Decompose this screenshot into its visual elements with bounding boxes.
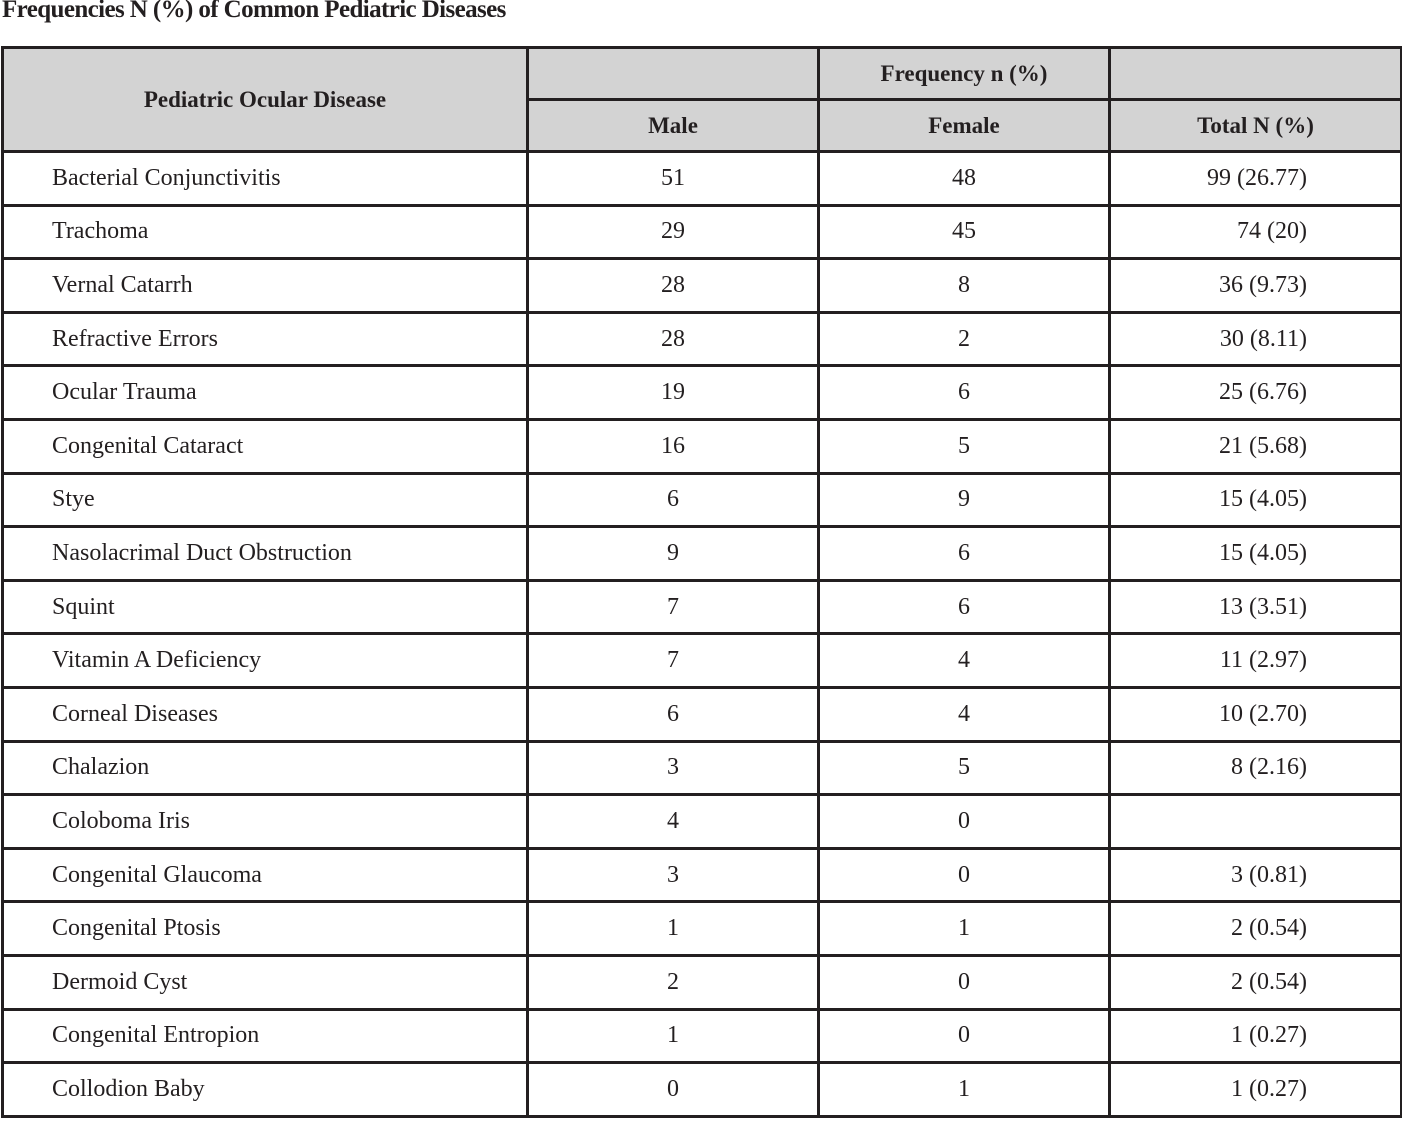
table-row — [3, 473, 1402, 527]
cell-male: 4 — [528, 795, 819, 849]
table-row — [3, 1009, 1402, 1063]
cell-total: 8 (2.16) — [1110, 741, 1402, 795]
cell-total: 1 (0.27) — [1110, 1063, 1402, 1117]
cell-female: 6 — [819, 527, 1110, 581]
cell-total: 25 (6.76) — [1110, 366, 1402, 420]
cell-female: 2 — [819, 312, 1110, 366]
cell-total: 30 (8.11) — [1110, 312, 1402, 366]
cell-disease: Congenital Ptosis — [3, 902, 528, 956]
cell-male: 9 — [528, 527, 819, 581]
cell-male: 7 — [528, 634, 819, 688]
cell-disease: Ocular Trauma — [3, 366, 528, 420]
cell-female: 4 — [819, 687, 1110, 741]
cell-total: 74 (20) — [1110, 205, 1402, 259]
table-row — [3, 634, 1402, 688]
cell-male: 6 — [528, 473, 819, 527]
cell-female: 6 — [819, 580, 1110, 634]
cell-male: 0 — [528, 1063, 819, 1117]
table-row — [3, 741, 1402, 795]
cell-total: 21 (5.68) — [1110, 419, 1402, 473]
table-row — [3, 312, 1402, 366]
table-row — [3, 848, 1402, 902]
header-row-group — [3, 48, 1402, 100]
header-disease: Pediatric Ocular Disease — [3, 48, 528, 152]
cell-total: 99 (26.77) — [1110, 152, 1402, 206]
cell-male: 16 — [528, 419, 819, 473]
cell-female: 9 — [819, 473, 1110, 527]
cell-total: 1 (0.27) — [1110, 1009, 1402, 1063]
cell-disease: Chalazion — [3, 741, 528, 795]
cell-disease: Corneal Diseases — [3, 687, 528, 741]
header-frequency-group: Frequency n (%) — [819, 48, 1110, 100]
table-row — [3, 902, 1402, 956]
cell-disease: Stye — [3, 473, 528, 527]
header-empty-left — [528, 48, 819, 100]
cell-female: 1 — [819, 1063, 1110, 1117]
cell-disease: Collodion Baby — [3, 1063, 528, 1117]
cell-male: 3 — [528, 848, 819, 902]
cell-female: 0 — [819, 848, 1110, 902]
cell-male: 7 — [528, 580, 819, 634]
cell-female: 5 — [819, 741, 1110, 795]
cell-disease: Vitamin A Deficiency — [3, 634, 528, 688]
cell-total: 2 (0.54) — [1110, 955, 1402, 1009]
table-row — [3, 955, 1402, 1009]
cell-total: 36 (9.73) — [1110, 259, 1402, 313]
header-female: Female — [819, 100, 1110, 152]
cell-male: 28 — [528, 312, 819, 366]
table-title: Frequencies N (%) of Common Pediatric Diseases — [2, 0, 506, 23]
header-empty-right — [1110, 48, 1402, 100]
header-total: Total N (%) — [1110, 100, 1402, 152]
cell-female: 0 — [819, 795, 1110, 849]
cell-disease: Trachoma — [3, 205, 528, 259]
table-row — [3, 527, 1402, 581]
cell-female: 0 — [819, 1009, 1110, 1063]
cell-female: 5 — [819, 419, 1110, 473]
cell-male: 51 — [528, 152, 819, 206]
cell-female: 45 — [819, 205, 1110, 259]
table-row — [3, 205, 1402, 259]
cell-total — [1110, 795, 1402, 849]
cell-male: 6 — [528, 687, 819, 741]
cell-total: 11 (2.97) — [1110, 634, 1402, 688]
table-row — [3, 366, 1402, 420]
table-row — [3, 419, 1402, 473]
cell-disease: Vernal Catarrh — [3, 259, 528, 313]
cell-disease: Coloboma Iris — [3, 795, 528, 849]
cell-disease: Dermoid Cyst — [3, 955, 528, 1009]
cell-male: 2 — [528, 955, 819, 1009]
cell-female: 48 — [819, 152, 1110, 206]
cell-total: 13 (3.51) — [1110, 580, 1402, 634]
cell-female: 0 — [819, 955, 1110, 1009]
cell-male: 28 — [528, 259, 819, 313]
cell-male: 3 — [528, 741, 819, 795]
cell-male: 29 — [528, 205, 819, 259]
cell-disease: Congenital Glaucoma — [3, 848, 528, 902]
cell-female: 8 — [819, 259, 1110, 313]
table-row — [3, 152, 1402, 206]
cell-total: 2 (0.54) — [1110, 902, 1402, 956]
cell-disease: Congenital Cataract — [3, 419, 528, 473]
header-male: Male — [528, 100, 819, 152]
cell-total: 15 (4.05) — [1110, 527, 1402, 581]
cell-female: 1 — [819, 902, 1110, 956]
table-row — [3, 1063, 1402, 1117]
cell-male: 1 — [528, 902, 819, 956]
cell-female: 4 — [819, 634, 1110, 688]
cell-disease: Squint — [3, 580, 528, 634]
table-row — [3, 580, 1402, 634]
table-row — [3, 795, 1402, 849]
cell-disease: Bacterial Conjunctivitis — [3, 152, 528, 206]
cell-disease: Congenital Entropion — [3, 1009, 528, 1063]
cell-male: 1 — [528, 1009, 819, 1063]
frequency-table — [1, 46, 1402, 1118]
cell-total: 10 (2.70) — [1110, 687, 1402, 741]
cell-female: 6 — [819, 366, 1110, 420]
cell-total: 3 (0.81) — [1110, 848, 1402, 902]
cell-disease: Nasolacrimal Duct Obstruction — [3, 527, 528, 581]
cell-male: 19 — [528, 366, 819, 420]
table-row — [3, 687, 1402, 741]
table-row — [3, 259, 1402, 313]
cell-total: 15 (4.05) — [1110, 473, 1402, 527]
cell-disease: Refractive Errors — [3, 312, 528, 366]
